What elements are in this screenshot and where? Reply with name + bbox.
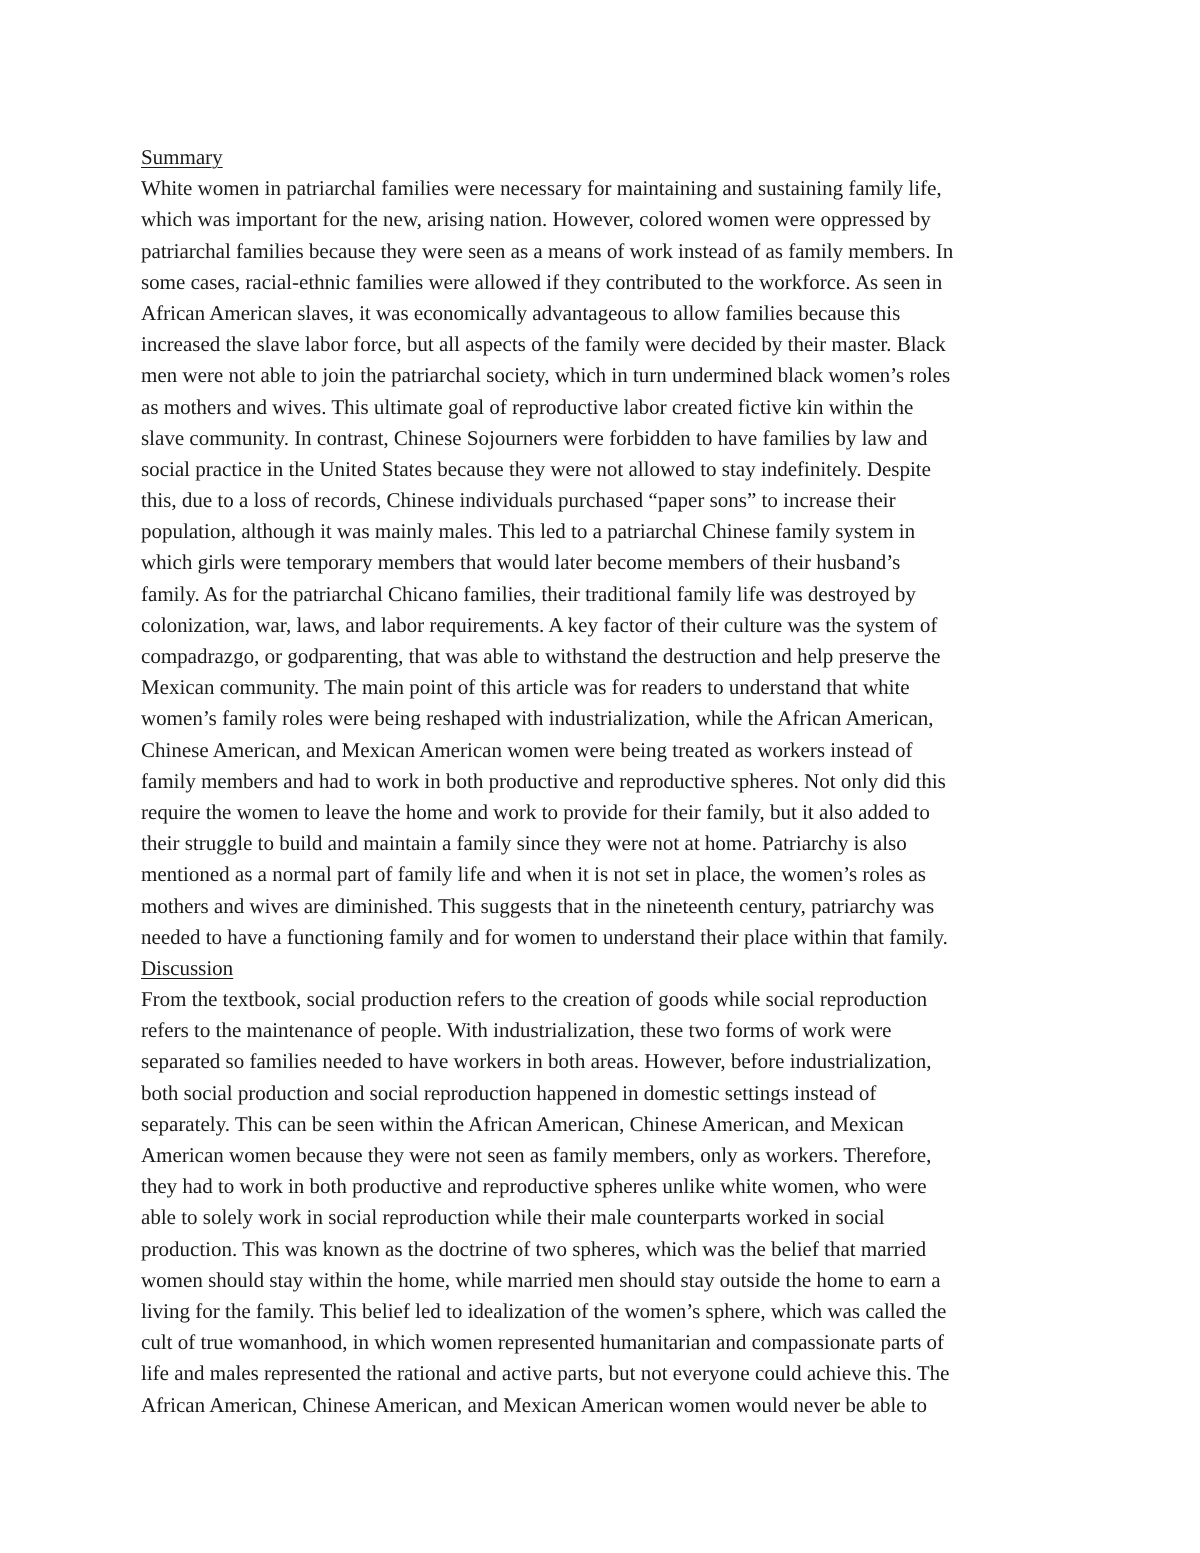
discussion-line: African American, Chinese American, and Mexican American women would never be able to: [141, 1392, 928, 1417]
summary-heading: Summary: [141, 145, 223, 169]
summary-line: which was important for the new, arising nation. However, colored women were oppressed by: [141, 207, 931, 232]
summary-line: which girls were temporary members that would later become members of their husband’s: [141, 550, 901, 575]
summary-line: mentioned as a normal part of family life and when it is not set in place, the women’s roles as: [141, 862, 926, 887]
document-body: [141, 142, 1081, 1421]
summary-line: women’s family roles were being reshaped with industrialization, while the African American,: [141, 706, 934, 731]
discussion-line: refers to the maintenance of people. With industrialization, these two forms of work were: [141, 1018, 892, 1043]
discussion-line: women should stay within the home, while married men should stay outside the home to earn a: [141, 1267, 941, 1292]
summary-line: patriarchal families because they were seen as a means of work instead of as family members. In: [141, 238, 954, 263]
summary-line: this, due to a loss of records, Chinese individuals purchased “paper sons” to increase their: [141, 488, 896, 513]
discussion-line: able to solely work in social reproduction while their male counterparts worked in social: [141, 1205, 885, 1230]
discussion-line: separately. This can be seen within the African American, Chinese American, and Mexican: [141, 1111, 904, 1136]
summary-line: Chinese American, and Mexican American women were being treated as workers instead of: [141, 737, 913, 762]
summary-line: social practice in the United States because they were not allowed to stay indefinitely. Despite: [141, 456, 931, 481]
summary-line: needed to have a functioning family and for women to understand their place within that family.: [141, 924, 948, 949]
summary-line: population, although it was mainly males. This led to a patriarchal Chinese family system in: [141, 519, 916, 544]
summary-line: their struggle to build and maintain a family since they were not at home. Patriarchy is also: [141, 831, 907, 856]
summary-line: family. As for the patriarchal Chicano families, their traditional family life was destroyed by: [141, 581, 916, 606]
summary-line: increased the slave labor force, but all aspects of the family were decided by their master. Black: [141, 332, 946, 357]
summary-line: Mexican community. The main point of this article was for readers to understand that white: [141, 675, 910, 700]
discussion-line: separated so families needed to have workers in both areas. However, before industrialization,: [141, 1049, 932, 1074]
discussion-line: they had to work in both productive and reproductive spheres unlike white women, who were: [141, 1174, 927, 1199]
discussion-line: both social production and social reproduction happened in domestic settings instead of: [141, 1080, 877, 1105]
summary-line: African American slaves, it was economically advantageous to allow families because this: [141, 300, 901, 325]
discussion-line: production. This was known as the doctrine of two spheres, which was the belief that married: [141, 1236, 927, 1261]
discussion-line: From the textbook, social production refers to the creation of goods while social reproduction: [141, 987, 928, 1012]
summary-line: mothers and wives are diminished. This suggests that in the nineteenth century, patriarchy was: [141, 893, 935, 918]
summary-line: family members and had to work in both productive and reproductive spheres. Not only did this: [141, 768, 946, 793]
summary-line: men were not able to join the patriarchal society, which in turn undermined black women’s roles: [141, 363, 951, 388]
summary-line: White women in patriarchal families were necessary for maintaining and sustaining family life,: [141, 176, 942, 201]
summary-paragraph: [141, 173, 1081, 953]
summary-line: compadrazgo, or godparenting, that was able to withstand the destruction and help preserve the: [141, 644, 941, 668]
discussion-line: American women because they were not seen as family members, only as workers. Therefore,: [141, 1143, 932, 1167]
discussion-line: life and males represented the rational and active parts, but not everyone could achieve this. The: [141, 1361, 950, 1386]
summary-line: some cases, racial-ethnic families were allowed if they contributed to the workforce. As seen in: [141, 269, 943, 294]
discussion-line: living for the family. This belief led to idealization of the women’s sphere, which was called the: [141, 1298, 947, 1323]
summary-line: slave community. In contrast, Chinese Sojourners were forbidden to have families by law and: [141, 425, 928, 450]
summary-line: require the women to leave the home and work to provide for their family, but it also added to: [141, 799, 930, 824]
discussion-heading: Discussion: [141, 955, 234, 980]
summary-line: colonization, war, laws, and labor requirements. A key factor of their culture was the system of: [141, 612, 938, 637]
discussion-line: cult of true womanhood, in which women represented humanitarian and compassionate parts of: [141, 1330, 945, 1355]
discussion-paragraph: [141, 984, 1081, 1421]
summary-line: as mothers and wives. This ultimate goal of reproductive labor created fictive kin within the: [141, 394, 914, 419]
